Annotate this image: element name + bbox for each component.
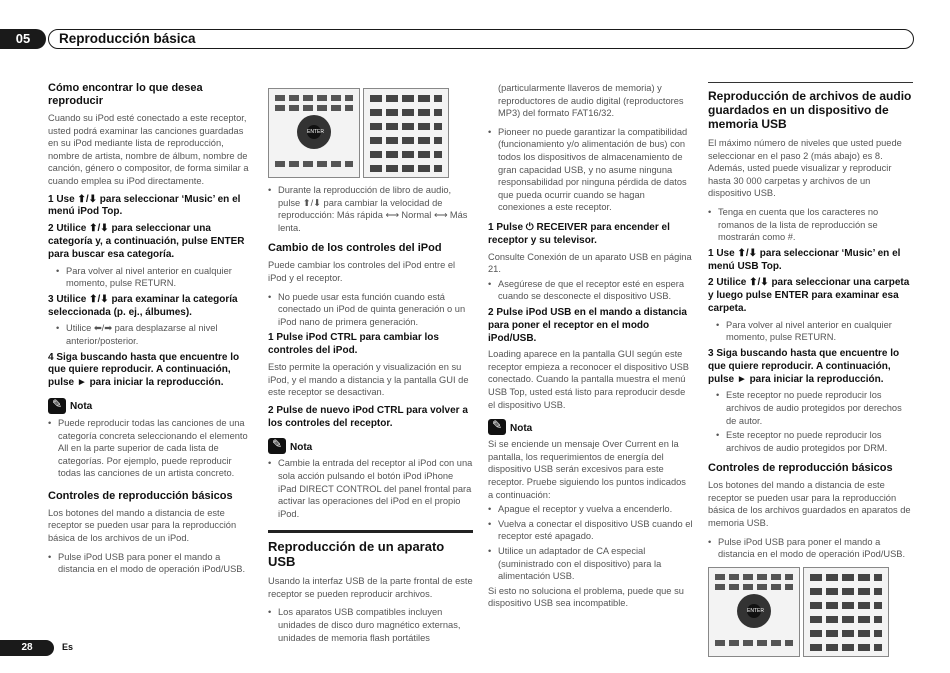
note-pencil-icon [488, 419, 506, 435]
sub-bullet: • Para volver al nivel anterior en cualquier momento, pulse RETURN. [48, 265, 253, 290]
remote-navigation-pad-image: ENTER [268, 88, 360, 178]
chapter-number: 05 [0, 29, 46, 49]
step-2: 2 Pulse de nuevo iPod CTRL para volver a los controles del receptor. [268, 404, 468, 429]
column-1 [48, 82, 253, 578]
step-3: 3 Utilice ⬆/⬇ para examinar la categoría seleccionada (p. ej., álbumes). [48, 293, 238, 318]
note-header [268, 438, 473, 454]
note-label: Nota [290, 441, 313, 453]
step-2: 2 Utilice ⬆/⬇ para seleccionar una carpeta y luego pulse ENTER para examinar esa carpeta. [708, 277, 910, 314]
paragraph: Si esto no soluciona el problema, puede que su dispositivo USB sea incompatible. [488, 585, 684, 609]
column-3 [488, 82, 693, 616]
paragraph: Si se enciende un mensaje Over Current en la pantalla, los requerimientos de energía del dispositivo USB serán excesivos para este receptor. Pruebe siguiendo los puntos indicados a continuación: [488, 439, 686, 500]
step-2: 2 Utilice ⬆/⬇ para seleccionar una categoría y, a continuación, pulse ENTER para buscar esa categoría. [48, 223, 245, 260]
note-pencil-icon [48, 398, 66, 414]
note-bullet: • Puede reproducir todas las canciones de una categoría concreta seleccionando el elemento All en la parte superior de cada lista de categorías. Por ejemplo, puede reproducir todas las canciones de un artista concreto. [48, 417, 253, 480]
column-4 [708, 82, 913, 663]
paragraph: Usando la interfaz USB de la parte frontal de este receptor se pueden reproducir archivos. [268, 576, 473, 599]
paragraph: Puede cambiar los controles del iPod entre el iPod y el receptor. [268, 260, 456, 283]
remote-navigation-pad-image: ENTER [708, 567, 800, 657]
section-heading: Cómo encontrar lo que desea reproducir [48, 82, 203, 107]
bullet: • Los aparatos USB compatibles incluyen unidades de disco duro magnético externas, unidades de memoria flash portátiles [268, 606, 473, 644]
step-1: 1 Use ⬆/⬇ para seleccionar ‘Music’ en el menú iPod Top. [48, 193, 241, 218]
section-heading: Controles de reproducción básicos [708, 462, 893, 475]
paragraph: El máximo número de niveles que usted puede seleccionar en el paso 2 (más abajo) es 8. Además, usted puede visualizar y reproducir hasta 30 000 carpetas y archivos de un dispositivo USB. [708, 138, 902, 199]
bullet: • Pulse iPod USB para poner el mando a distancia en el modo de operación iPod/USB. [48, 551, 253, 576]
column-2 [268, 88, 473, 646]
section-heading: Controles de reproducción básicos [48, 489, 233, 502]
paragraph: Consulte Conexión de un aparato USB en página 21. [488, 251, 692, 275]
bullet: • Durante la reproducción de libro de audio, pulse ⬆/⬇ para cambiar la velocidad de reproducción: Más rápida ⟷ Normal ⟷ Más lenta. [268, 184, 473, 234]
paragraph: Esto permite la operación y visualización en su iPod, y el mando a distancia y la pantalla GUI de este receptor se desactivan. [268, 361, 469, 398]
note-bullet: • Cambie la entrada del receptor al iPod con una sola acción pulsando el botón iPod iPhone iPad DIRECT CONTROL del panel frontal para activar las operaciones del iPod en el propio iPod. [268, 457, 473, 520]
note-bullet: • Utilice un adaptador de CA especial (suministrado con el dispositivo) para la alimentación USB. [488, 545, 693, 583]
note-label: Nota [70, 401, 93, 413]
note-bullet: • Apague el receptor y vuelva a encenderlo. [488, 503, 693, 516]
note-label: Nota [510, 422, 533, 434]
sub-bullet: • Utilice ⬅/➡ para desplazarse al nivel anterior/posterior. [48, 322, 253, 347]
bullet: • Tenga en cuenta que los caracteres no romanos de la lista de reproducción se mostrarán como #. [708, 206, 913, 244]
step-1: 1 Pulse iPod CTRL para cambiar los controles del iPod. [268, 332, 439, 357]
sub-bullet: • Este receptor no puede reproducir los archivos de audio protegidos por DRM. [708, 429, 913, 454]
note-header [48, 398, 253, 414]
paragraph: Cuando su iPod esté conectado a este receptor, usted podrá examinar las canciones guardadas en su iPod mediante lista de reproducción, nombre de artista, nombre de álbum, nombre de canción, género o compositor, de forma similar a cuando emplea su iPod directamente. [48, 113, 249, 186]
step-3: 3 Siga buscando hasta que encuentre lo que quiere reproducir. A continuación, pulse ► para iniciar la reproducción. [708, 347, 900, 385]
note-bullet: • Vuelva a conectar el dispositivo USB cuando el receptor esté apagado. [488, 518, 693, 543]
paragraph: Los botones del mando a distancia de este receptor se pueden usar para la reproducción básica de los archivos de un iPod. [48, 507, 237, 544]
chapter-title: Reproducción básica [59, 31, 196, 46]
note-pencil-icon [268, 438, 286, 454]
language-code: Es [62, 642, 74, 652]
section-heading: Cambio de los controles del iPod [268, 242, 442, 255]
remote-illustration [708, 567, 913, 663]
section-heading-large: Reproducción de un aparato USB [268, 530, 473, 569]
step-1: 1 Pulse ⏻ RECEIVER para encender el receptor y su televisor. [488, 221, 670, 246]
sub-bullet: • Para volver al nivel anterior en cualquier momento, pulse RETURN. [708, 319, 913, 344]
chapter-title-box [48, 29, 914, 49]
page-header [0, 29, 912, 49]
page-number: 28 [0, 640, 54, 656]
remote-playback-buttons-image [803, 567, 889, 657]
step-1: 1 Use ⬆/⬇ para seleccionar ‘Music’ en el menú USB Top. [708, 247, 901, 272]
bullet: • Pioneer no puede garantizar la compatibilidad (funcionamiento y/o alimentación de bus) con todos los dispositivos de almacenamiento de gran capacidad USB, y no asume ninguna responsabilidad por ninguna pérdida de datos que pueda ocurrir cuando se hagan conexiones a este receptor. [488, 126, 693, 214]
bullet: • Asegúrese de que el receptor esté en espera cuando se desconecte el dispositivo USB. [488, 278, 693, 303]
step-2: 2 Pulse iPod USB en el mando a distancia para poner el receptor en el modo iPod/USB. [488, 306, 687, 344]
step-4: 4 Siga buscando hasta que encuentre lo que quiere reproducir. A continuación, pulse ► para iniciar la reproducción. [48, 351, 240, 389]
sub-bullet: • Este receptor no puede reproducir los archivos de audio protegidos por derechos de autor. [708, 389, 913, 427]
paragraph: Los botones del mando a distancia de este receptor se pueden usar para la reproducción básica de los archivos guardados en aparatos de memoria USB. [708, 480, 911, 529]
bullet: • No puede usar esta función cuando está conectado un iPod de quinta generación o un iPod nano de primera generación. [268, 291, 473, 329]
note-header [488, 419, 693, 435]
paragraph: (particularmente llaveros de memoria) y reproductores de audio digital (reproductores MP3) del formato FAT16/32. [498, 83, 684, 119]
remote-playback-buttons-image [363, 88, 449, 178]
remote-illustration [268, 88, 473, 184]
section-heading-large: Reproducción de archivos de audio guardados en un dispositivo de memoria USB [708, 82, 913, 131]
bullet: • Pulse iPod USB para poner el mando a distancia en el modo de operación iPod/USB. [708, 536, 913, 561]
paragraph: Loading aparece en la pantalla GUI según este receptor empieza a reconocer el dispositivo USB conectado. Cuando la pantalla muestra el menú USB Top, usted está listo para reproducir desde el dispositivo USB. [488, 349, 690, 410]
